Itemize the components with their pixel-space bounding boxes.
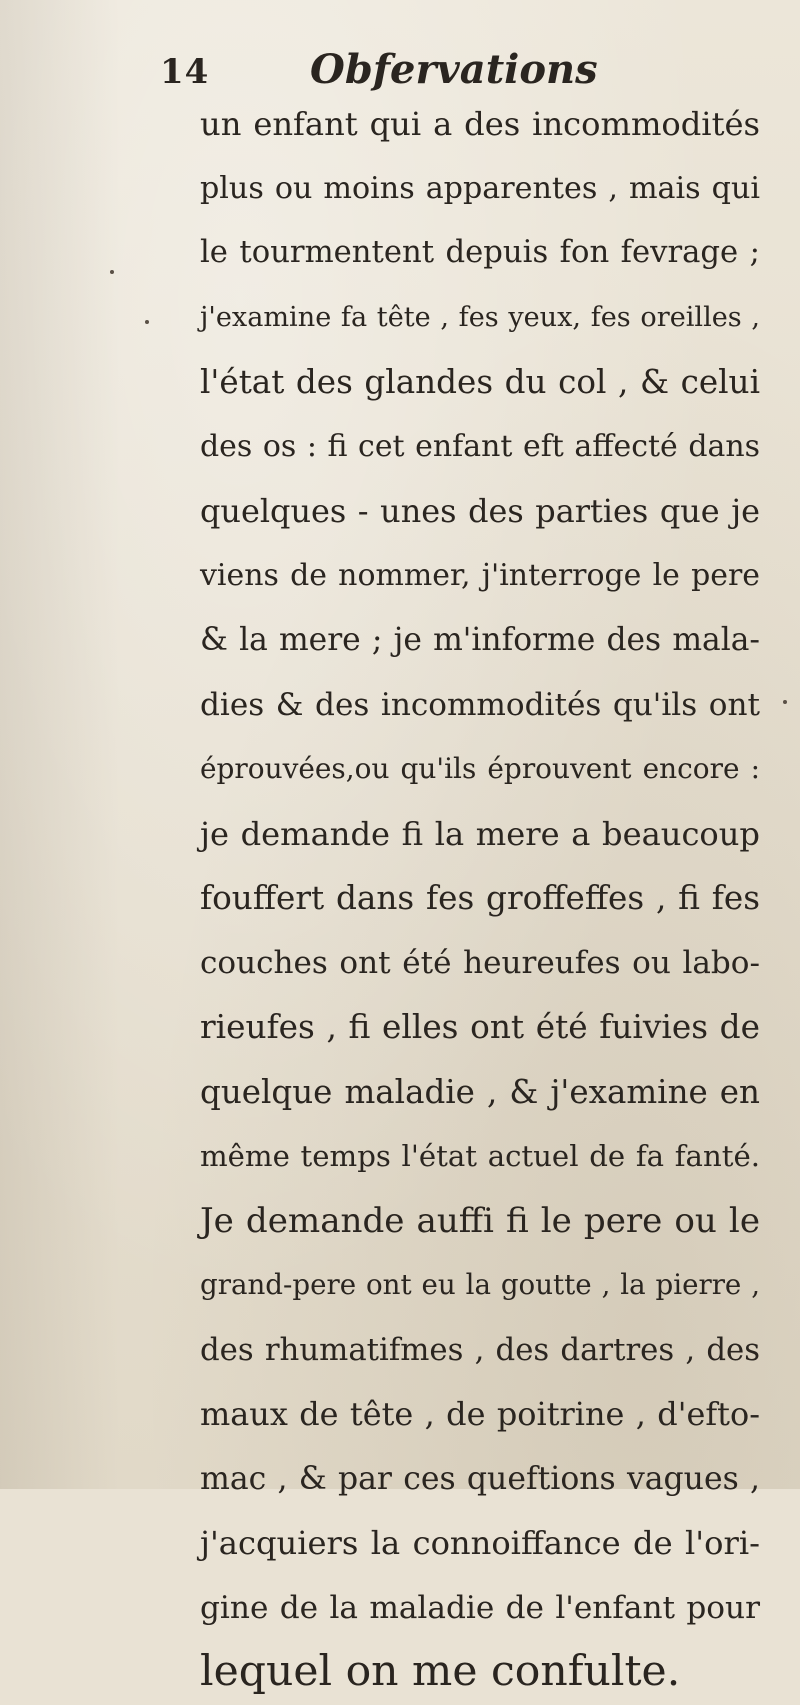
text-line: gine de la maladie de l'enfant pour bbox=[200, 1589, 760, 1626]
text-line: fouffert dans fes groffeffes , fi fes bbox=[200, 879, 760, 917]
text-line: grand-pere ont eu la goutte , la pierre , bbox=[200, 1268, 760, 1301]
page-number: 14 bbox=[160, 52, 210, 92]
text-line: même temps l'état actuel de fa fanté. bbox=[200, 1139, 760, 1173]
text-line: quelques - unes des parties que je bbox=[200, 492, 760, 530]
ink-speck bbox=[110, 270, 114, 274]
text-line: l'état des glandes du col , & celui bbox=[200, 363, 760, 401]
text-line: j'acquiers la connoiffance de l'ori- bbox=[200, 1524, 760, 1562]
text-line-last: lequel on me confulte. bbox=[200, 1647, 681, 1696]
ink-speck bbox=[783, 700, 787, 704]
text-line: un enfant qui a des incommodités bbox=[200, 105, 760, 143]
text-line: viens de nommer, j'interroge le pere bbox=[200, 557, 760, 593]
text-line: quelque maladie , & j'examine en bbox=[200, 1072, 760, 1111]
running-head bbox=[160, 44, 760, 96]
text-line: éprouvées,ou qu'ils éprouvent encore : bbox=[200, 752, 760, 785]
text-line: des rhumatifmes , des dartres , des bbox=[200, 1331, 760, 1368]
text-line: Je demande auffi fi le pere ou le bbox=[200, 1200, 760, 1241]
running-title: Obfervations bbox=[310, 46, 598, 93]
text-line: mac , & par ces queftions vagues , bbox=[200, 1460, 760, 1497]
text-line: & la mere ; je m'informe des mala- bbox=[200, 622, 760, 658]
text-line: dies & des incommodités qu'ils ont bbox=[200, 686, 760, 723]
page-edge-shadow bbox=[0, 0, 120, 1489]
text-line: maux de tête , de poitrine , d'efto- bbox=[200, 1395, 760, 1433]
text-line: le tourmentent depuis fon fevrage ; bbox=[200, 235, 760, 270]
body-text bbox=[200, 92, 760, 1705]
ink-speck bbox=[145, 320, 149, 324]
text-line: couches ont été heureufes ou labo- bbox=[200, 944, 760, 981]
text-line: je demande fi la mere a beaucoup bbox=[200, 814, 760, 853]
text-line: j'examine fa tête , fes yeux, fes oreilles , bbox=[200, 301, 760, 333]
text-line: des os : fi cet enfant eft affecté dans bbox=[200, 428, 760, 464]
text-line: rieufes , fi elles ont été fuivies de bbox=[200, 1008, 760, 1046]
text-line: plus ou moins apparentes , mais qui bbox=[200, 170, 760, 206]
